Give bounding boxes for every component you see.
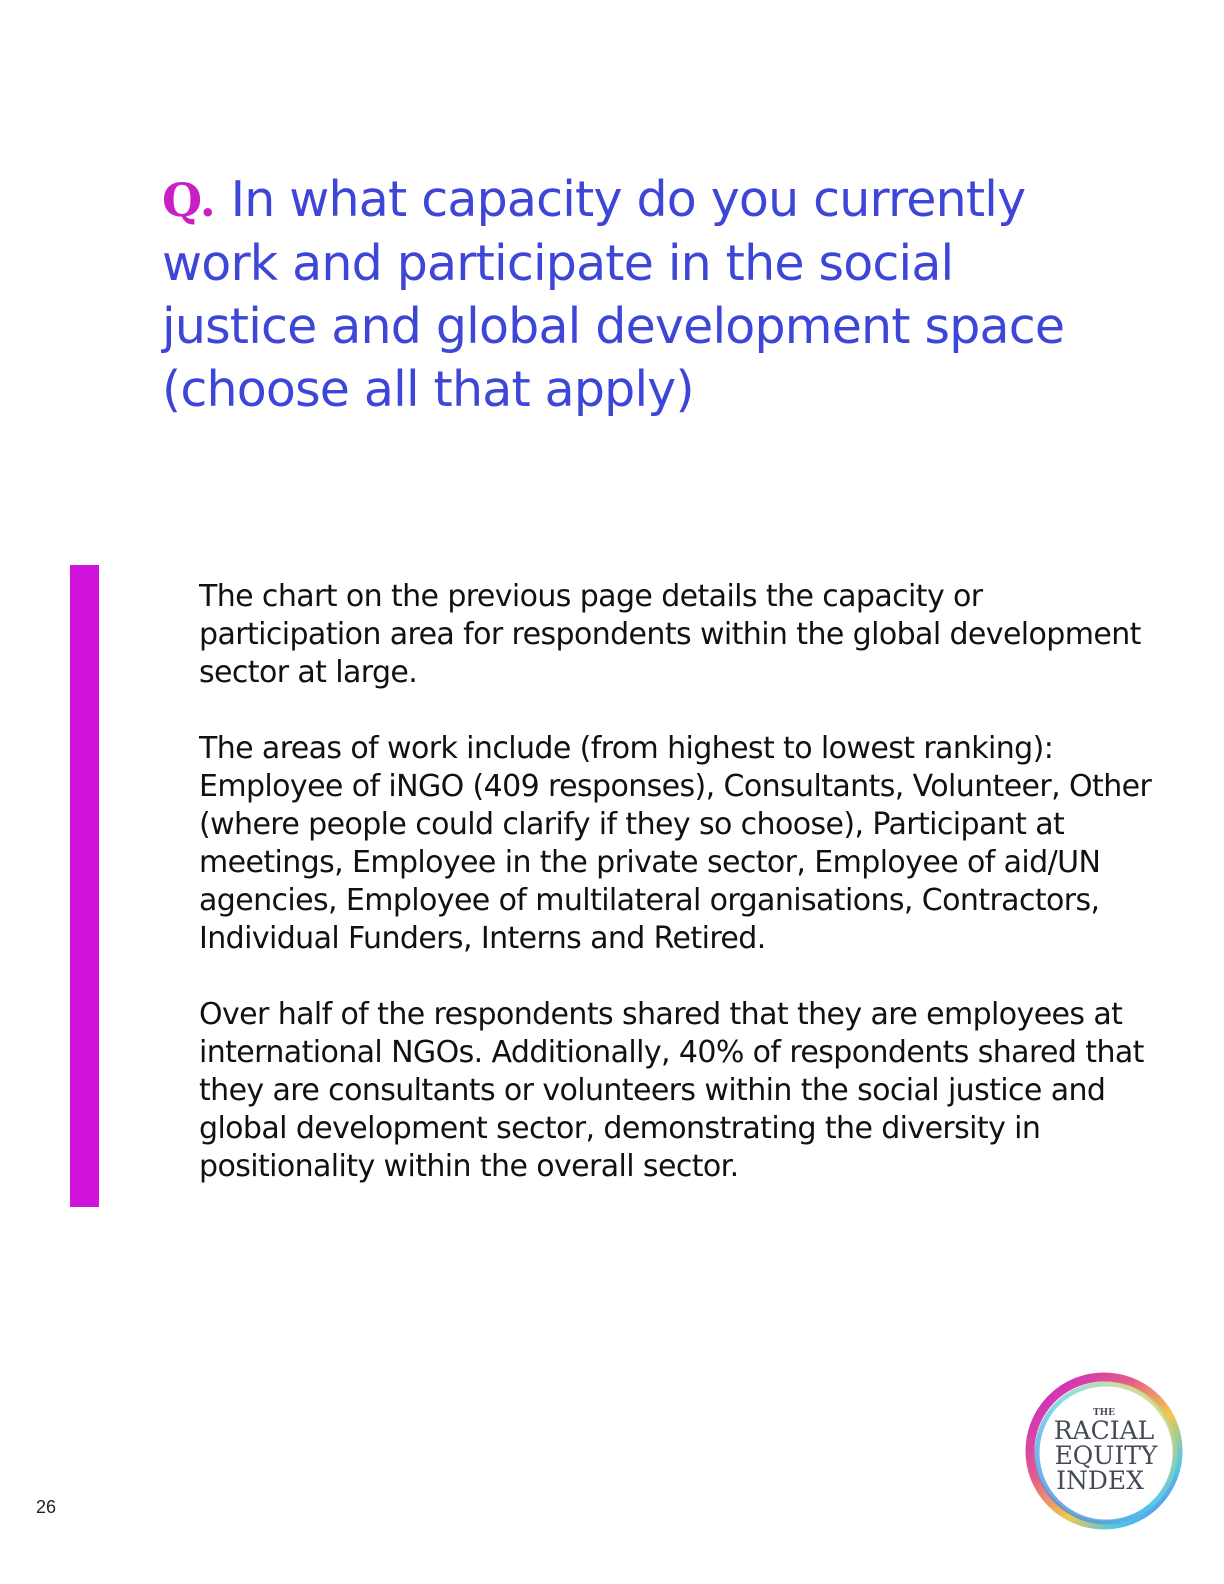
paragraph-summary: Over half of the respondents shared that they are employees at international NGOs. Additionally, 40% of respondents shared that they are consultants or volunteers within the social justice and global development sector, demonstrating the diversity in positionality within the overall sector. bbox=[199, 997, 1144, 1184]
logo-text-the: THE bbox=[1092, 1408, 1116, 1418]
body-text bbox=[199, 578, 1159, 1224]
question-heading bbox=[162, 168, 1122, 421]
question-text: In what capacity do you currently work and participate in the social justice and global development space (choose all that apply) bbox=[162, 171, 1065, 418]
paragraph-areas-of-work: The areas of work include (from highest to lowest ranking): Employee of iNGO (409 responses), Consultants, Volunteer, Other (where people could clarify if they so choose), Participant at meetings, Employee in the private sector, Employee of aid/UN agencies, Employee of multilateral organisations, Contractors, Individual Funders, Interns and Retired. bbox=[199, 731, 1152, 956]
logo-text-index: INDEX bbox=[1056, 1466, 1144, 1495]
question-marker: Q. bbox=[162, 173, 216, 227]
page-number: 26 bbox=[36, 1497, 57, 1517]
racial-equity-index-logo bbox=[1022, 1369, 1186, 1533]
paragraph-intro: The chart on the previous page details the capacity or participation area for respondents within the global development sector at large. bbox=[199, 579, 1141, 690]
accent-bar bbox=[70, 565, 99, 1207]
logo-text-equity: EQUITY bbox=[1054, 1441, 1158, 1470]
logo-text-racial: RACIAL bbox=[1053, 1416, 1155, 1445]
